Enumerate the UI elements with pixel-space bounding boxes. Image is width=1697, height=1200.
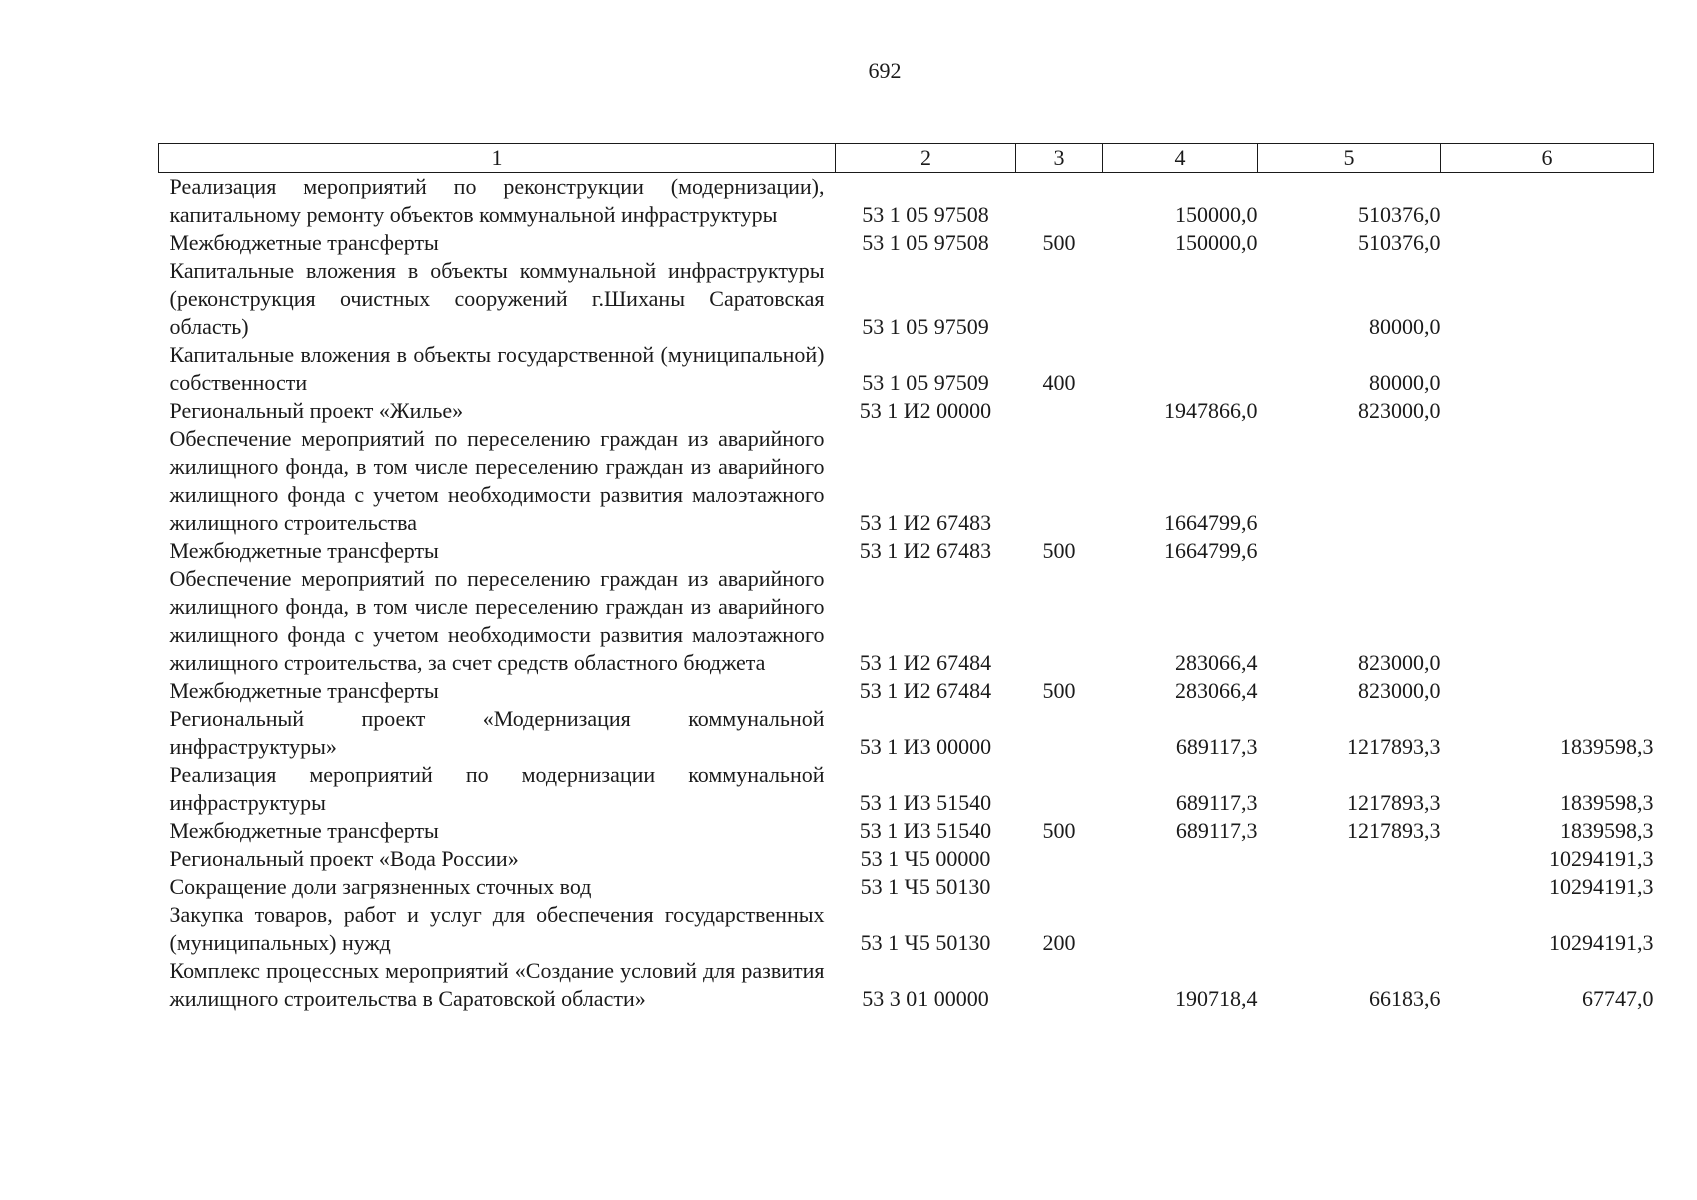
row-code: 53 1 05 97509 <box>862 370 989 395</box>
row-code: 53 1 И3 00000 <box>859 734 992 759</box>
row-value-6 <box>1441 229 1654 257</box>
row-value-4 <box>1103 901 1258 957</box>
row-value-4 <box>1103 845 1258 873</box>
row-value-4: 1947866,0 <box>1164 398 1258 423</box>
row-value-6: 10294191,3 <box>1549 930 1654 955</box>
header-col-1: 1 <box>159 144 836 173</box>
row-value-5 <box>1258 873 1441 901</box>
table-row <box>159 705 1654 761</box>
header-col-5: 5 <box>1258 144 1441 173</box>
table-body <box>159 173 1654 1014</box>
row-expense-type <box>1016 173 1103 230</box>
row-value-6 <box>1441 257 1654 341</box>
page-number: 692 <box>868 58 902 83</box>
row-code: 53 1 И3 51540 <box>859 818 992 843</box>
row-expense-type: 500 <box>1042 538 1076 563</box>
table-row <box>159 229 1654 257</box>
table-row <box>159 341 1654 397</box>
row-value-6 <box>1441 677 1654 705</box>
row-code: 53 1 05 97509 <box>862 314 989 339</box>
row-expense-type: 200 <box>1042 930 1076 955</box>
row-name: Межбюджетные трансферты <box>169 230 439 255</box>
row-value-5: 80000,0 <box>1369 314 1441 339</box>
table-row <box>159 173 1654 230</box>
row-expense-type: 500 <box>1042 230 1076 255</box>
table-row <box>159 901 1654 957</box>
row-value-6 <box>1441 173 1654 230</box>
row-expense-type <box>1016 845 1103 873</box>
row-expense-type <box>1016 565 1103 677</box>
row-expense-type <box>1016 425 1103 537</box>
row-value-4: 190718,4 <box>1175 986 1258 1011</box>
row-value-6 <box>1441 537 1654 565</box>
row-value-6 <box>1441 397 1654 425</box>
row-value-4: 150000,0 <box>1175 202 1258 227</box>
row-name: Межбюджетные трансферты <box>169 678 439 703</box>
header-col-6: 6 <box>1441 144 1654 173</box>
row-value-4: 689117,3 <box>1175 734 1258 759</box>
row-value-4 <box>1103 873 1258 901</box>
row-name: Региональный проект «Модернизация коммунальной инфраструктуры» <box>169 706 825 759</box>
row-name: Реализация мероприятий по реконструкции (модернизации), капитальному ремонту объектов коммунальной инфраструктуры <box>169 174 825 227</box>
row-value-5 <box>1258 425 1441 537</box>
row-name: Закупка товаров, работ и услуг для обеспечения государственных (муниципальных) нужд <box>169 902 825 955</box>
table-row <box>159 957 1654 1013</box>
row-value-5: 1217893,3 <box>1347 790 1441 815</box>
row-code: 53 1 И2 67484 <box>859 650 992 675</box>
row-value-4 <box>1103 341 1258 397</box>
row-name: Межбюджетные трансферты <box>169 818 439 843</box>
row-value-5: 510376,0 <box>1358 230 1441 255</box>
row-code: 53 1 Ч5 00000 <box>860 846 991 871</box>
row-expense-type: 500 <box>1042 818 1076 843</box>
row-expense-type <box>1016 705 1103 761</box>
row-value-5 <box>1258 845 1441 873</box>
row-value-5: 1217893,3 <box>1347 818 1441 843</box>
table-row <box>159 845 1654 873</box>
row-value-5: 1217893,3 <box>1347 734 1441 759</box>
row-name: Капитальные вложения в объекты коммунальной инфраструктуры (реконструкция очистных сооружений г.Шиханы Саратовская область) <box>169 258 825 339</box>
table-row <box>159 397 1654 425</box>
row-value-5: 823000,0 <box>1358 398 1441 423</box>
header-row <box>159 144 1654 173</box>
row-value-4: 150000,0 <box>1175 230 1258 255</box>
header-col-3: 3 <box>1016 144 1103 173</box>
row-value-6 <box>1441 341 1654 397</box>
row-code: 53 1 И2 00000 <box>859 398 992 423</box>
row-expense-type: 400 <box>1042 370 1076 395</box>
row-code: 53 1 И3 51540 <box>859 790 992 815</box>
row-code: 53 1 05 97508 <box>862 202 989 227</box>
row-value-5: 80000,0 <box>1369 370 1441 395</box>
row-value-5: 510376,0 <box>1358 202 1441 227</box>
table-row <box>159 257 1654 341</box>
row-value-6: 1839598,3 <box>1560 734 1654 759</box>
row-expense-type <box>1016 257 1103 341</box>
row-value-4: 1664799,6 <box>1164 538 1258 563</box>
row-value-6 <box>1441 565 1654 677</box>
table-row <box>159 817 1654 845</box>
row-code: 53 1 Ч5 50130 <box>860 930 991 955</box>
row-value-5 <box>1258 901 1441 957</box>
row-value-4: 689117,3 <box>1175 790 1258 815</box>
row-value-6: 10294191,3 <box>1549 874 1654 899</box>
row-code: 53 1 И2 67484 <box>859 678 992 703</box>
table-row <box>159 565 1654 677</box>
row-code: 53 1 И2 67483 <box>859 510 992 535</box>
row-expense-type <box>1016 957 1103 1013</box>
row-name: Региональный проект «Вода России» <box>169 846 519 871</box>
header-col-4: 4 <box>1103 144 1258 173</box>
table-row <box>159 873 1654 901</box>
row-value-6: 1839598,3 <box>1560 790 1654 815</box>
table-row <box>159 761 1654 817</box>
row-name: Обеспечение мероприятий по переселению граждан из аварийного жилищного фонда, в том числе переселению граждан из аварийного жилищного фонда с учетом необходимости развития малоэтажного жилищного строительства <box>169 426 825 535</box>
row-code: 53 1 05 97508 <box>862 230 989 255</box>
row-expense-type <box>1016 397 1103 425</box>
row-name: Комплекс процессных мероприятий «Создание условий для развития жилищного строительства в Саратовской области» <box>169 958 825 1011</box>
row-value-6 <box>1441 425 1654 537</box>
row-value-6: 67747,0 <box>1582 986 1654 1011</box>
row-expense-type <box>1016 761 1103 817</box>
row-name: Региональный проект «Жилье» <box>169 398 464 423</box>
row-expense-type: 500 <box>1042 678 1076 703</box>
row-value-4: 689117,3 <box>1175 818 1258 843</box>
row-value-4 <box>1103 257 1258 341</box>
row-value-6: 10294191,3 <box>1549 846 1654 871</box>
row-value-4: 1664799,6 <box>1164 510 1258 535</box>
row-expense-type <box>1016 873 1103 901</box>
row-name: Капитальные вложения в объекты государственной (муниципальной) собственности <box>169 342 825 395</box>
table-row <box>159 425 1654 537</box>
row-value-4: 283066,4 <box>1175 650 1258 675</box>
row-value-6: 1839598,3 <box>1560 818 1654 843</box>
row-code: 53 1 Ч5 50130 <box>860 874 991 899</box>
row-name: Межбюджетные трансферты <box>169 538 439 563</box>
table-row <box>159 677 1654 705</box>
row-name: Сокращение доли загрязненных сточных вод <box>169 874 592 899</box>
header-col-2: 2 <box>836 144 1016 173</box>
row-value-4: 283066,4 <box>1175 678 1258 703</box>
row-value-5: 66183,6 <box>1369 986 1441 1011</box>
table-header <box>159 144 1654 173</box>
row-code: 53 1 И2 67483 <box>859 538 992 563</box>
row-name: Реализация мероприятий по модернизации коммунальной инфраструктуры <box>169 762 825 815</box>
table-row <box>159 537 1654 565</box>
row-value-5: 823000,0 <box>1358 650 1441 675</box>
row-code: 53 3 01 00000 <box>862 986 989 1011</box>
row-value-5: 823000,0 <box>1358 678 1441 703</box>
budget-table <box>158 143 1654 1013</box>
row-value-5 <box>1258 537 1441 565</box>
row-name: Обеспечение мероприятий по переселению граждан из аварийного жилищного фонда, в том числе переселению граждан из аварийного жилищного фонда с учетом необходимости развития малоэтажного жилищного строительства, за счет средств областного бюджета <box>169 566 825 675</box>
